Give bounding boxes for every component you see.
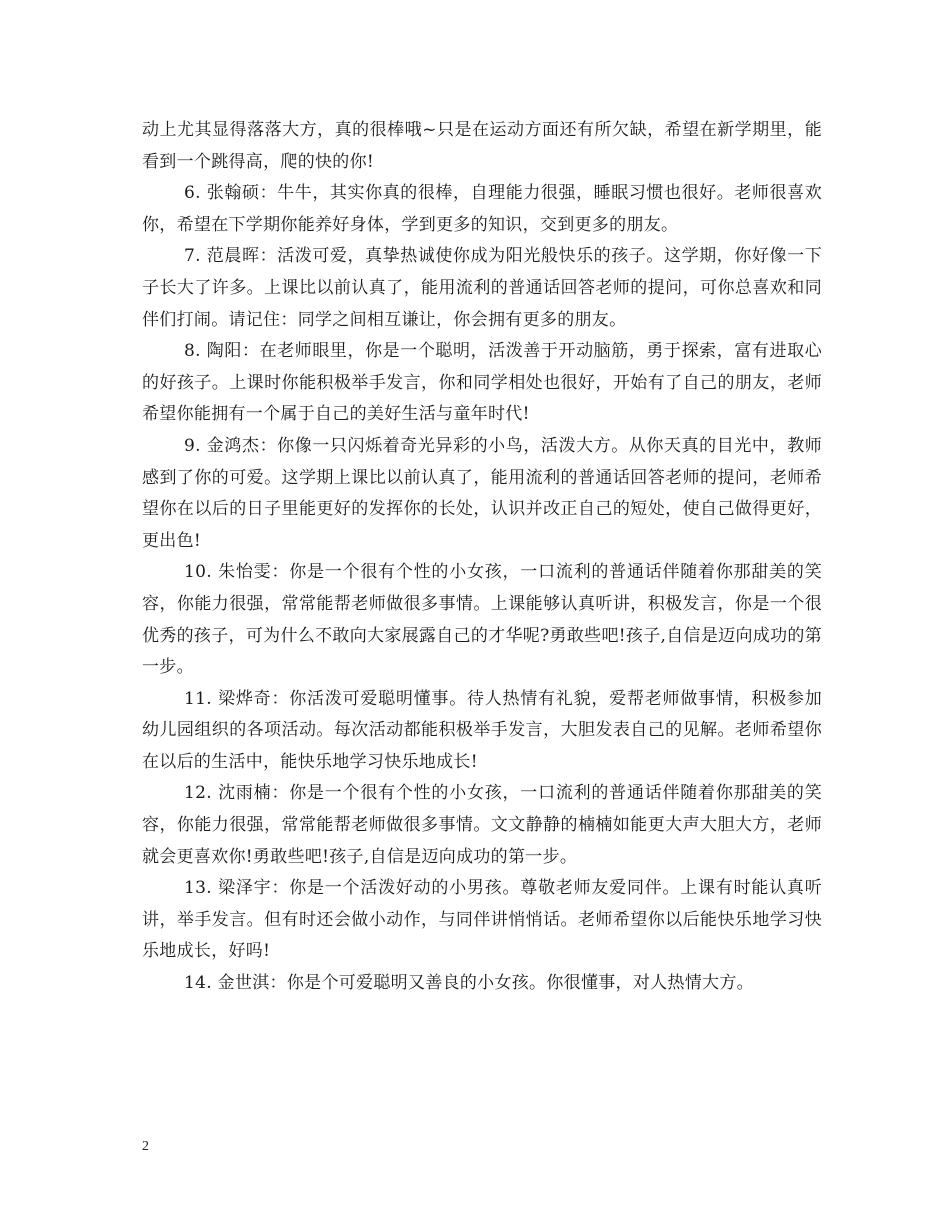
paragraph: 13. 梁泽宇：你是一个活泼好动的小男孩。尊敬老师友爱同伴。上课有时能认真听讲，举手发言。但有时还会做小动作，与同伴讲悄悄话。老师希望你以后能快乐地学习快乐地成长，好吗!: [142, 878, 822, 962]
page-number: 2: [142, 1139, 149, 1154]
document-body: [142, 115, 822, 1000]
paragraph: 9. 金鸿杰：你像一只闪烁着奇光异彩的小鸟，活泼大方。从你天真的目光中，教师感到了你的可爱。这学期上课比以前认真了，能用流利的普通话回答老师的提问，老师希望你在以后的日子里能更好的发挥你的长处，认识并改正自己的短处，使自己做得更好，更出色!: [142, 435, 822, 551]
paragraph: 12. 沈雨楠：你是一个很有个性的小女孩，一口流利的普通话伴随着你那甜美的笑容，你能力很强，常常能帮老师做很多事情。文文静静的楠楠如能更大声大胆大方，老师就会更喜欢你!勇敢些吧!孩子,自信是迈向成功的第一步。: [142, 783, 822, 867]
paragraph: 10. 朱怡雯：你是一个很有个性的小女孩，一口流利的普通话伴随着你那甜美的笑容，你能力很强，常常能帮老师做很多事情。上课能够认真听讲，积极发言，你是一个很优秀的孩子，可为什么不敢向大家展露自己的才华呢?勇敢些吧!孩子,自信是迈向成功的第一步。: [142, 562, 822, 678]
paragraph: 6. 张翰硕：牛牛，其实你真的很棒，自理能力很强，睡眠习惯也很好。老师很喜欢你，希望在下学期你能养好身体，学到更多的知识，交到更多的朋友。: [142, 183, 822, 235]
paragraph: 7. 范晨晖：活泼可爱，真挚热诚使你成为阳光般快乐的孩子。这学期，你好像一下子长大了许多。上课比以前认真了，能用流利的普通话回答老师的提问，可你总喜欢和同伴们打闹。请记住：同学之间相互谦让，你会拥有更多的朋友。: [142, 246, 822, 330]
paragraph: 动上尤其显得落落大方，真的很棒哦~只是在运动方面还有所欠缺，希望在新学期里，能看到一个跳得高，爬的快的你!: [142, 120, 822, 172]
paragraph: 11. 梁烨奇：你活泼可爱聪明懂事。待人热情有礼貌，爱帮老师做事情，积极参加幼儿园组织的各项活动。每次活动都能积极举手发言，大胆发表自己的见解。老师希望你在以后的生活中，能快乐地学习快乐地成长!: [142, 688, 822, 772]
paragraph: 8. 陶阳：在老师眼里，你是一个聪明，活泼善于开动脑筋，勇于探索，富有进取心的好孩子。上课时你能积极举手发言，你和同学相处也很好，开始有了自己的朋友，老师希望你能拥有一个属于自己的美好生活与童年时代!: [142, 341, 822, 425]
paragraph: 14. 金世淇：你是个可爱聪明又善良的小女孩。你很懂事，对人热情大方。: [184, 973, 754, 994]
